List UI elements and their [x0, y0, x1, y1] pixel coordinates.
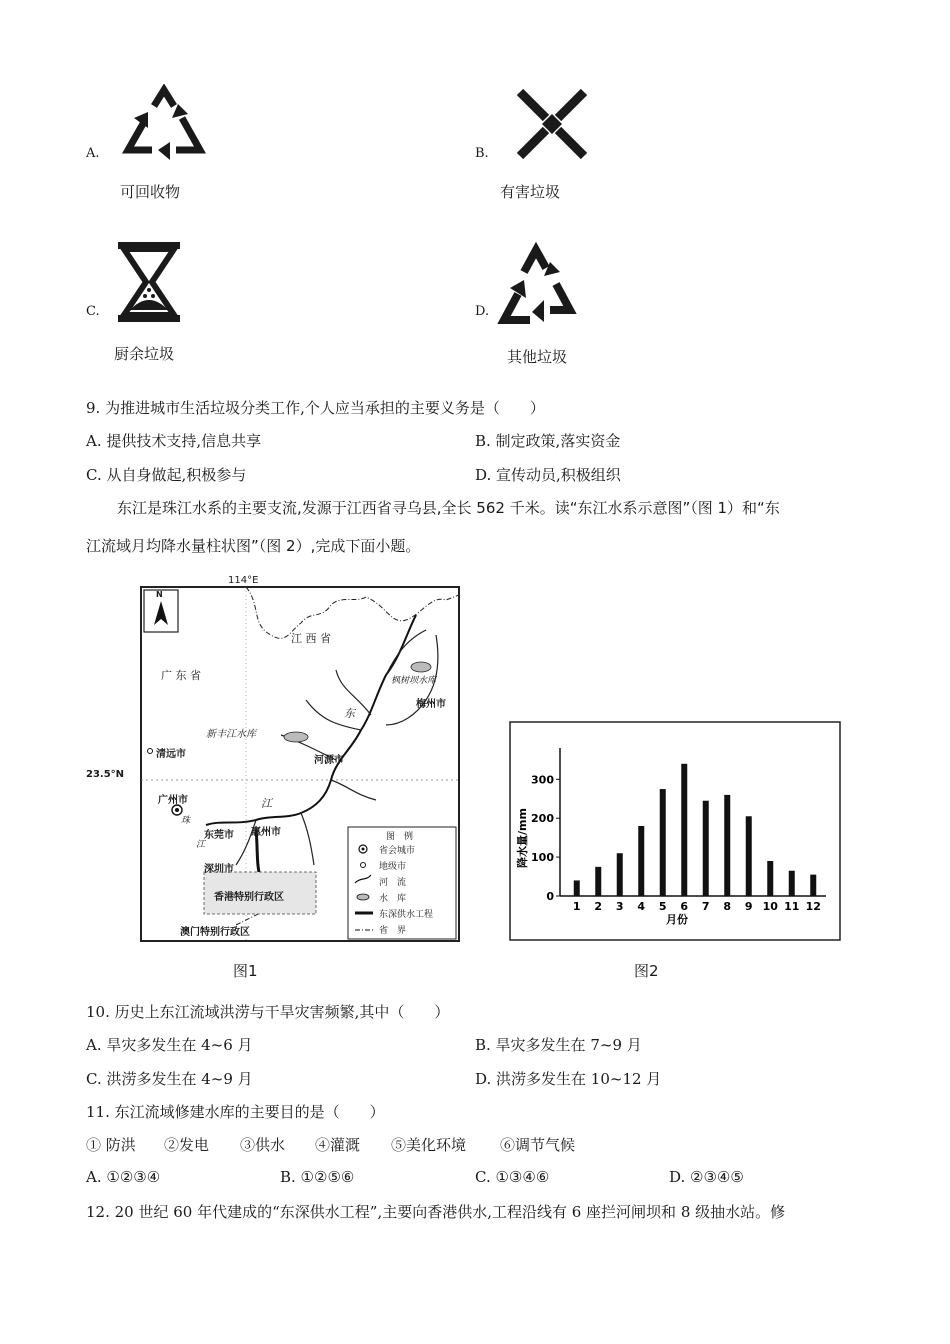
- x-tick-label: 7: [701, 900, 710, 913]
- choice-item: ②发电: [164, 1136, 210, 1154]
- bar: [724, 795, 730, 896]
- map-label: 江: [196, 840, 206, 850]
- hazard-icon: [512, 84, 592, 164]
- bar: [746, 816, 752, 896]
- answer-option: A. ①②③④: [86, 1168, 161, 1186]
- map-label: 江 西 省: [291, 632, 331, 645]
- x-tick-label: 12: [805, 900, 821, 913]
- answer-option: D. ②③④⑤: [669, 1168, 744, 1186]
- recycle-icon: [496, 240, 578, 332]
- question-stem: 10. 历史上东江流域洪涝与干旱灾害频繁,其中（ ）: [86, 1003, 450, 1021]
- option-letter: A.: [86, 146, 100, 161]
- bar: [703, 801, 709, 896]
- figure-caption: 图1: [233, 962, 258, 980]
- option-letter: D.: [475, 304, 490, 319]
- bar: [810, 875, 816, 896]
- y-tick-label: 100: [531, 851, 554, 865]
- bar: [681, 764, 687, 896]
- map-label: 梅州市: [416, 699, 446, 710]
- y-tick-label: 300: [531, 773, 554, 787]
- map-label: 东: [344, 707, 355, 720]
- legend-item: 省会城市: [379, 846, 416, 856]
- bar: [789, 871, 795, 896]
- map-label: 枫树坝水库: [391, 676, 437, 686]
- map-label: 广州市: [158, 795, 188, 806]
- choice-item: ⑤美化环境: [391, 1136, 467, 1154]
- map-label: 惠州市: [251, 827, 281, 838]
- option-letter: C.: [86, 304, 100, 319]
- bar: [595, 867, 601, 896]
- map-label: 河源市: [314, 755, 344, 766]
- figure-caption: 图2: [634, 962, 659, 980]
- bar: [574, 880, 580, 896]
- x-tick-label: 10: [762, 900, 778, 913]
- option-letter: B.: [475, 146, 489, 161]
- answer-option: D. 洪涝多发生在 10~12 月: [475, 1070, 662, 1088]
- legend-item: 水 库: [379, 894, 407, 904]
- question-stem: 9. 为推进城市生活垃圾分类工作,个人应当承担的主要义务是（ ）: [86, 399, 545, 417]
- north-label: N: [156, 590, 163, 599]
- map-label: 江: [261, 797, 272, 810]
- choice-item: ① 防洪: [86, 1136, 136, 1154]
- answer-option: B. 旱灾多发生在 7~9 月: [475, 1036, 642, 1054]
- answer-option: B. ①②⑤⑥: [280, 1168, 355, 1186]
- choice-item: ⑥调节气候: [500, 1136, 576, 1154]
- map-label: 东莞市: [204, 830, 234, 841]
- answer-option: A. 提供技术支持,信息共享: [86, 432, 262, 450]
- x-tick-label: 9: [744, 900, 753, 913]
- longitude-label: 114°E: [228, 575, 259, 586]
- choice-item: ③供水: [240, 1136, 286, 1154]
- map-label: 新丰江水库: [206, 729, 256, 740]
- latitude-label: 23.5°N: [86, 769, 125, 780]
- answer-option: A. 旱灾多发生在 4~6 月: [86, 1036, 253, 1054]
- bar: [617, 853, 623, 896]
- passage-line: 东江是珠江水系的主要支流,发源于江西省寻乌县,全长 562 千米。读“东江水系示意图”（图 1）和“东: [117, 499, 780, 517]
- map-label: 珠: [181, 816, 191, 826]
- legend-item: 地级市: [379, 862, 407, 872]
- bar: [767, 861, 773, 896]
- x-tick-label: 3: [615, 900, 624, 913]
- x-tick-label: 1: [572, 900, 581, 913]
- y-tick-label: 200: [531, 812, 554, 826]
- answer-option: B. 制定政策,落实资金: [475, 432, 621, 450]
- option-caption: 厨余垃圾: [114, 345, 175, 363]
- answer-option: C. ①③④⑥: [475, 1168, 550, 1186]
- option-caption: 其他垃圾: [507, 348, 568, 366]
- passage-line: 江流域月均降水量柱状图”（图 2）,完成下面小题。: [86, 537, 421, 555]
- x-tick-label: 6: [680, 900, 689, 913]
- bar: [638, 826, 644, 896]
- legend-title: 图 例: [386, 832, 414, 842]
- option-caption: 有害垃圾: [500, 183, 561, 201]
- map-label: 深圳市: [204, 864, 234, 875]
- legend-item: 河 流: [379, 878, 407, 888]
- y-axis-label: 降水量/mm: [516, 808, 529, 868]
- x-tick-label: 2: [594, 900, 603, 913]
- x-tick-label: 8: [723, 900, 732, 913]
- legend-item: 省 界: [379, 926, 407, 936]
- option-caption: 可回收物: [120, 183, 181, 201]
- bar-chart-figure: [508, 720, 842, 942]
- choice-item: ④灌溉: [315, 1136, 361, 1154]
- map-label: 清远市: [156, 749, 186, 760]
- map-label: 广 东 省: [161, 669, 201, 682]
- x-tick-label: 4: [637, 900, 646, 913]
- hourglass-icon: [114, 238, 184, 326]
- recycle-icon: [116, 84, 212, 170]
- answer-option: C. 洪涝多发生在 4~9 月: [86, 1070, 253, 1088]
- bar-chart: [508, 720, 842, 942]
- map-label: 香港特别行政区: [214, 892, 284, 903]
- question-12-stem: 12. 20 世纪 60 年代建成的“东深供水工程”,主要向香港供水,工程沿线有 6 座拦河闸坝和 8 级抽水站。修: [86, 1203, 786, 1221]
- answer-option: C. 从自身做起,积极参与: [86, 466, 247, 484]
- x-tick-label: 11: [784, 900, 800, 913]
- question-stem: 11. 东江流域修建水库的主要目的是（ ）: [86, 1103, 385, 1121]
- map-figure: [86, 575, 466, 947]
- y-tick-label: 0: [546, 890, 554, 903]
- bar: [660, 789, 666, 896]
- x-axis-label: 月份: [666, 913, 688, 926]
- x-tick-label: 5: [658, 900, 667, 913]
- map-label: 澳门特别行政区: [180, 927, 250, 938]
- legend-item: 东深供水工程: [379, 910, 434, 920]
- answer-option: D. 宣传动员,积极组织: [475, 466, 621, 484]
